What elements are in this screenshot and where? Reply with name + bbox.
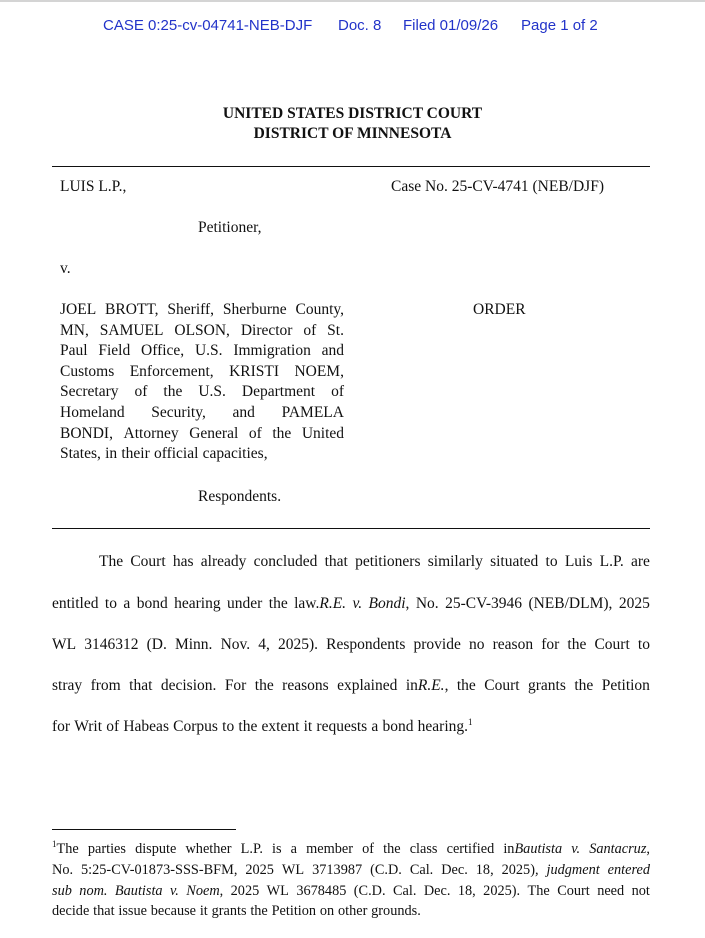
word: concluded	[253, 553, 318, 570]
word: the	[456, 677, 476, 694]
word: already	[200, 553, 247, 570]
word: grants	[211, 903, 247, 919]
word: no	[469, 636, 485, 653]
word: of	[362, 841, 374, 857]
word: bond	[136, 595, 168, 612]
word: under	[227, 595, 263, 612]
word: issue	[118, 903, 147, 919]
respondents-line	[60, 403, 344, 424]
word: Sherburne	[222, 301, 287, 318]
petitioner-name: LUIS L.P.,	[60, 178, 127, 195]
word: The	[99, 553, 124, 570]
word: inR.E.,	[405, 677, 449, 694]
caption-top-rule	[52, 166, 650, 167]
word: Court	[484, 677, 520, 694]
word: KRISTI	[229, 362, 280, 380]
word: their	[121, 445, 150, 463]
body-line	[52, 717, 650, 737]
word: the	[272, 424, 292, 442]
word: United	[301, 424, 344, 442]
word: need	[597, 883, 625, 899]
word: to	[222, 718, 235, 735]
word: class	[409, 841, 438, 857]
word: the	[383, 841, 401, 857]
versus: v.	[60, 260, 71, 277]
word: of	[106, 718, 120, 735]
word: For	[224, 677, 247, 694]
word: U.S.	[198, 383, 226, 401]
word: SAMUEL	[99, 321, 164, 339]
word: bond	[382, 718, 414, 735]
word: has	[172, 553, 194, 570]
word: 2025	[618, 595, 650, 612]
word: 2025),	[501, 862, 539, 878]
word: Homeland	[60, 403, 125, 421]
word: that	[93, 903, 115, 919]
word: OLSON,	[174, 321, 230, 339]
word: it	[303, 718, 313, 735]
word: $^1$The	[52, 839, 79, 857]
word: stray	[52, 677, 83, 694]
word: Writ	[74, 718, 103, 735]
word: WL	[266, 883, 289, 899]
word: the	[268, 595, 288, 612]
body-line	[52, 676, 650, 696]
word: explained	[337, 677, 398, 694]
word: 18,	[475, 862, 494, 878]
word: requests	[316, 718, 368, 735]
word: Court	[130, 553, 166, 570]
word: Department	[241, 383, 316, 401]
footnote-line	[52, 882, 650, 901]
word: Customs	[60, 362, 115, 380]
word: v.	[170, 883, 179, 899]
respondents-line	[60, 424, 344, 445]
word: (C.D.	[370, 862, 402, 878]
word: certified	[446, 841, 495, 857]
word: a	[123, 595, 131, 612]
word: the	[238, 718, 258, 735]
word: in	[105, 445, 118, 463]
word: NOEM,	[294, 362, 344, 380]
word: 3678485	[296, 883, 347, 899]
word: a	[290, 841, 298, 857]
word: 2025).	[483, 883, 521, 899]
word: Cal.	[409, 862, 434, 878]
word: the	[163, 383, 183, 401]
word: sub	[52, 883, 72, 899]
word: v.	[352, 595, 363, 612]
respondents-line	[60, 382, 344, 403]
word: capacities,	[202, 445, 268, 463]
word: Security,	[151, 403, 206, 421]
word: hearing	[174, 595, 221, 612]
word: Director	[240, 321, 293, 339]
footnote-reference[interactable]: 1	[468, 716, 473, 727]
word: BROTT,	[105, 301, 159, 318]
word: official	[153, 445, 199, 463]
word: 3713987	[312, 862, 363, 878]
word: other	[337, 903, 368, 919]
word: Respondents	[326, 636, 406, 653]
page-top-border	[0, 0, 705, 2]
word: entered	[607, 862, 650, 878]
word: Field	[98, 342, 131, 360]
document-title: ORDER	[473, 301, 526, 318]
word: v.	[571, 841, 581, 857]
word: Corpus	[173, 718, 218, 735]
word: Immigration	[233, 342, 311, 360]
respondents-line	[60, 362, 344, 383]
word: Secretary	[60, 383, 119, 401]
word: the	[567, 636, 587, 653]
body-line	[52, 635, 650, 655]
case-number: Case No. 25-CV-4741 (NEB/DJF)	[391, 178, 604, 195]
respondents-line	[60, 444, 344, 465]
footnote-separator	[52, 829, 236, 830]
caption-bottom-rule	[52, 528, 650, 529]
word: Santacruz,	[589, 841, 650, 857]
word: L.P.	[599, 553, 624, 570]
word: for	[52, 718, 71, 735]
word: judgment	[546, 862, 600, 878]
word: parties	[87, 841, 126, 857]
word: Office,	[141, 342, 185, 360]
word: (C.D.	[353, 883, 386, 899]
word: Petition	[271, 903, 317, 919]
word: (D.	[146, 636, 167, 653]
word: States,	[60, 445, 101, 463]
word: Luis	[564, 553, 593, 570]
word: 3146312	[84, 636, 139, 653]
word: No.	[415, 595, 439, 612]
header-doc-number: Doc. 8	[338, 17, 382, 34]
word: Court	[594, 636, 630, 653]
word: law.R.E.	[294, 595, 347, 612]
footnote-line	[52, 840, 650, 859]
word: Bondi,	[368, 595, 410, 612]
word: Attorney	[123, 424, 179, 442]
respondents-role: Respondents.	[198, 488, 282, 505]
word: and	[321, 342, 344, 360]
word: grants	[528, 677, 566, 694]
word: Paul	[60, 342, 88, 360]
word: Sheriff,	[167, 301, 215, 318]
footnote-line	[52, 861, 650, 880]
word: 2025	[245, 862, 274, 878]
word: Minn.	[174, 636, 213, 653]
word: General	[189, 424, 239, 442]
word: entitled	[52, 595, 99, 612]
word: reasons	[282, 677, 329, 694]
court-heading	[0, 104, 705, 144]
word: decision.	[160, 677, 217, 694]
word: Dec.	[423, 883, 451, 899]
word: hearing.$^1$	[417, 716, 473, 735]
word: No.	[52, 862, 74, 878]
word: Habeas	[123, 718, 169, 735]
word: member	[306, 841, 353, 857]
word: to	[637, 636, 650, 653]
word: L.P.	[240, 841, 263, 857]
word: PAMELA	[281, 403, 344, 421]
word: are	[630, 553, 650, 570]
word: whether	[185, 841, 232, 857]
respondents-line	[60, 341, 344, 362]
court-name: UNITED STATES DISTRICT COURT	[222, 105, 483, 122]
word: not	[631, 883, 650, 899]
petitioner-role: Petitioner,	[198, 219, 262, 236]
respondents-line	[60, 321, 344, 342]
word: U.S.	[194, 342, 223, 360]
header-case-number: CASE 0:25-cv-04741-NEB-DJF	[103, 17, 313, 34]
word: Petition	[601, 677, 650, 694]
word: that	[129, 677, 153, 694]
word: of	[134, 383, 148, 401]
word: provide	[413, 636, 461, 653]
word: the	[250, 903, 268, 919]
word: WL	[52, 636, 77, 653]
word: JOEL	[60, 301, 97, 318]
word: it	[199, 903, 208, 919]
respondents-list	[60, 300, 344, 465]
word: reason	[492, 636, 534, 653]
footnote-line	[52, 902, 650, 921]
word: 5:25-CV-01873-SSS-BFM,	[81, 862, 238, 878]
word: St.	[327, 321, 344, 339]
body-line	[99, 552, 650, 572]
word: 25-CV-3946	[445, 595, 523, 612]
word: Court	[557, 883, 590, 899]
word: is	[272, 841, 282, 857]
word: of	[331, 383, 344, 401]
word: the	[254, 677, 274, 694]
word: 4,	[258, 636, 270, 653]
word: the	[574, 677, 594, 694]
word: from	[90, 677, 121, 694]
word: situated	[490, 553, 539, 570]
header-page-number: Page 1 of 2	[521, 17, 598, 34]
word: of	[303, 321, 317, 339]
word: WL	[281, 862, 305, 878]
word: similarly	[427, 553, 483, 570]
word: BONDI,	[60, 424, 113, 442]
word: and	[232, 403, 255, 421]
word: inBautista	[503, 841, 563, 857]
word: decide	[52, 903, 90, 919]
word: County,	[295, 301, 344, 318]
word: to	[104, 595, 117, 612]
word: for	[541, 636, 560, 653]
word: 18,	[457, 883, 476, 899]
word: Nov.	[220, 636, 251, 653]
word: The	[527, 883, 550, 899]
respondents-line	[60, 300, 344, 321]
word: (NEB/DLM),	[528, 595, 613, 612]
word: a	[371, 718, 379, 735]
word: Dec.	[441, 862, 468, 878]
header-filed-date: Filed 01/09/26	[403, 17, 499, 34]
word: Bautista	[114, 883, 163, 899]
word: to	[545, 553, 558, 570]
word: that	[324, 553, 348, 570]
word: Enforcement,	[129, 362, 214, 380]
word: petitioners	[355, 553, 421, 570]
word: dispute	[135, 841, 177, 857]
word: of	[248, 424, 262, 442]
word: 2025).	[278, 636, 319, 653]
court-district: DISTRICT OF MINNESOTA	[253, 125, 452, 142]
body-line	[52, 594, 650, 614]
word: Noem,	[186, 883, 224, 899]
word: because	[150, 903, 197, 919]
word: 2025	[230, 883, 260, 899]
word: on	[319, 903, 335, 919]
word: MN,	[60, 321, 89, 339]
word: grounds.	[371, 903, 421, 919]
footnote-marker: 1	[52, 839, 57, 850]
word: nom.	[79, 883, 108, 899]
word: Cal.	[393, 883, 417, 899]
word: extent	[261, 718, 300, 735]
